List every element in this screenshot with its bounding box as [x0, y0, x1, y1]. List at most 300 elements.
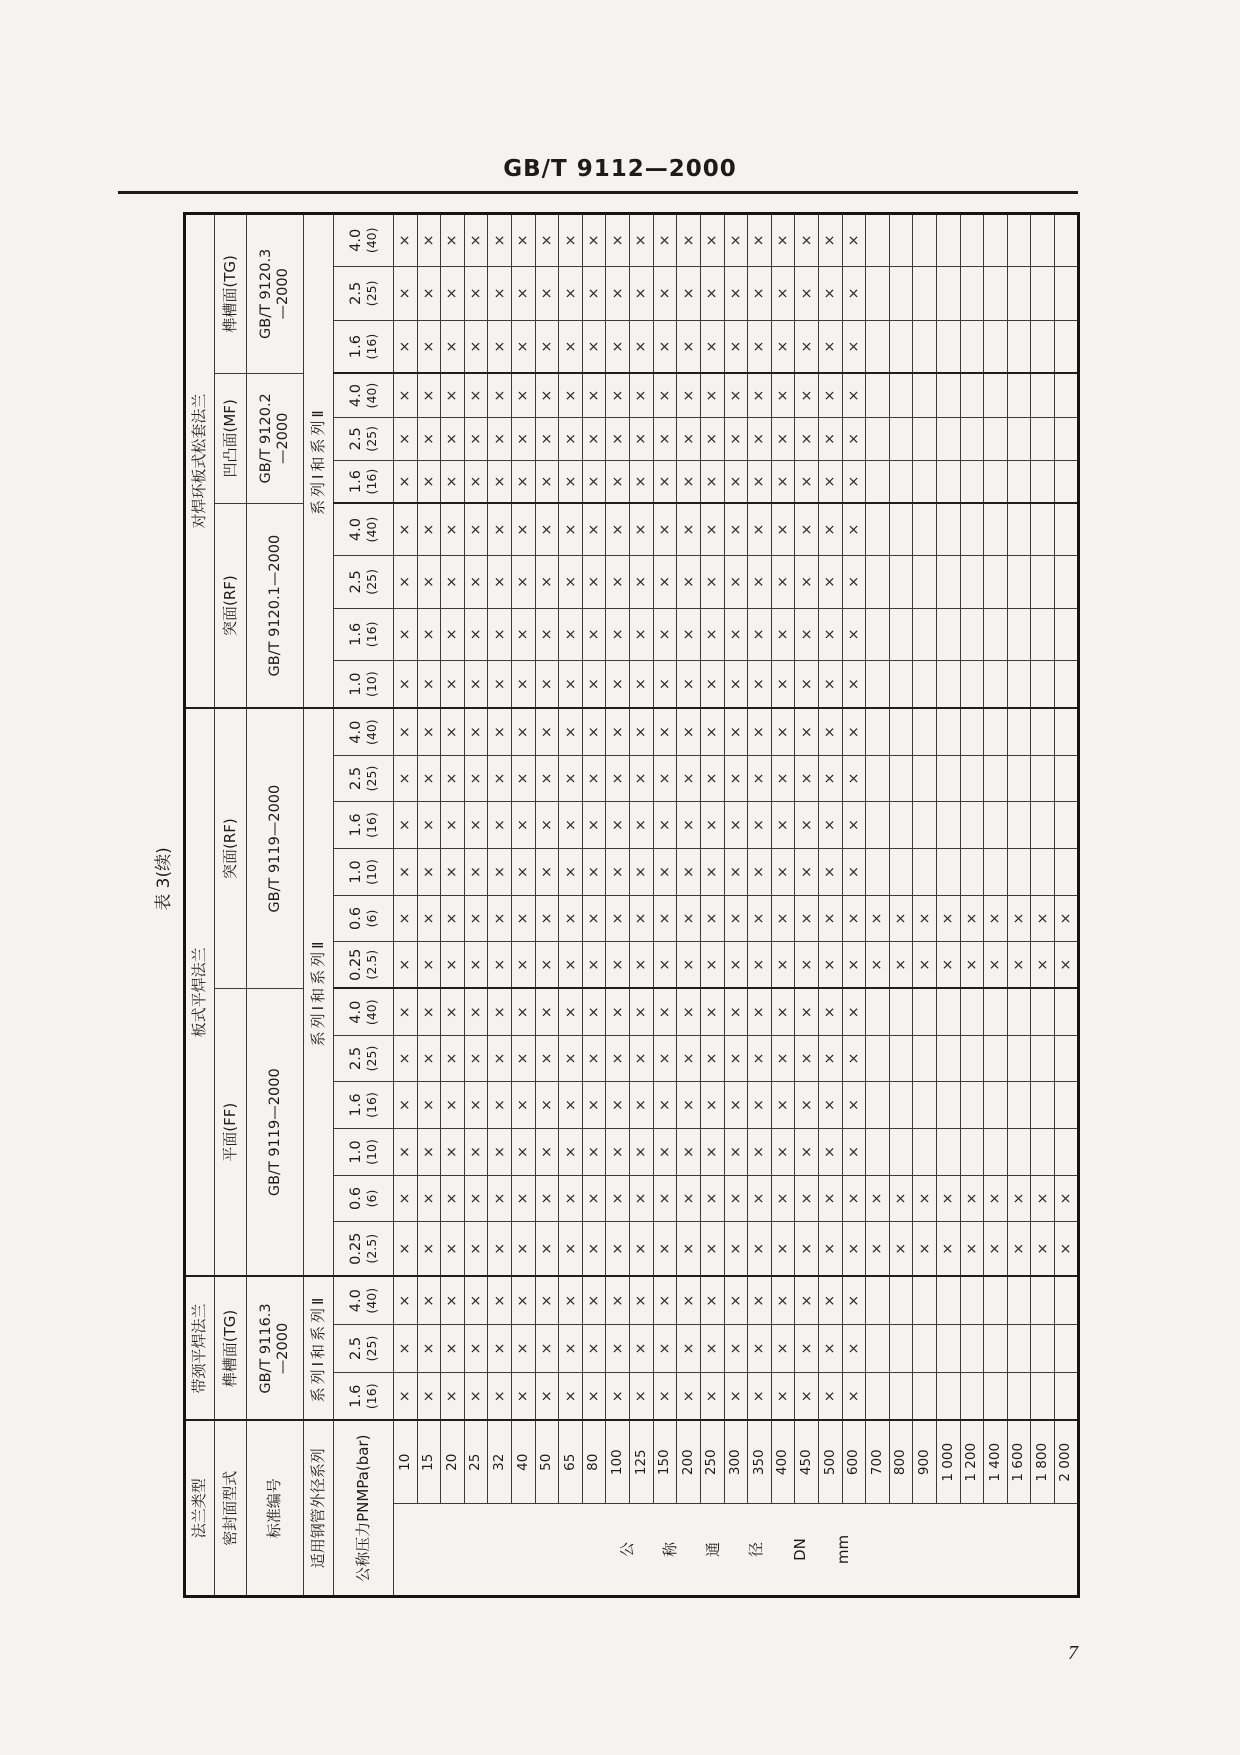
table-row	[582, 213, 606, 1596]
mark-cell: ×	[677, 1372, 701, 1420]
mark-cell: ×	[535, 1372, 559, 1420]
empty-cell	[889, 266, 913, 320]
mark-cell: ×	[653, 988, 677, 1035]
mark-cell: ×	[771, 941, 795, 988]
mark-cell: ×	[535, 801, 559, 848]
mark-cell: ×	[677, 755, 701, 801]
standard-no-cell	[247, 373, 304, 503]
mark-cell: ×	[394, 755, 418, 801]
mark-cell: ×	[818, 320, 842, 373]
mark-cell: ×	[441, 266, 465, 320]
mark-cell: ×	[842, 608, 866, 660]
table-row	[417, 213, 441, 1596]
empty-cell	[889, 213, 913, 266]
mark-cell: ×	[488, 503, 512, 555]
empty-cell	[984, 503, 1008, 555]
dn-value-cell: 2 000	[1055, 1420, 1079, 1503]
mark-cell: ×	[677, 373, 701, 417]
mark-cell: ×	[866, 1175, 890, 1221]
empty-cell	[889, 460, 913, 503]
empty-cell	[984, 988, 1008, 1035]
mark-cell: ×	[771, 373, 795, 417]
mark-cell: ×	[582, 755, 606, 801]
mark-cell: ×	[488, 213, 512, 266]
mark-cell: ×	[535, 941, 559, 988]
mark-cell: ×	[488, 660, 512, 708]
mark-cell: ×	[748, 320, 772, 373]
empty-cell	[866, 848, 890, 895]
mark-cell: ×	[512, 608, 536, 660]
empty-cell	[960, 555, 984, 608]
mark-cell: ×	[677, 848, 701, 895]
empty-cell	[1031, 848, 1055, 895]
mark-cell: ×	[724, 801, 748, 848]
mark-cell: ×	[700, 460, 724, 503]
empty-cell	[1031, 460, 1055, 503]
mark-cell: ×	[842, 755, 866, 801]
table-row	[441, 213, 465, 1596]
pn-value: 1.6	[347, 813, 364, 837]
mark-cell: ×	[417, 1175, 441, 1221]
dn-value-cell: 15	[417, 1420, 441, 1503]
mark-cell: ×	[677, 213, 701, 266]
mark-cell: ×	[630, 608, 654, 660]
mark-cell: ×	[913, 895, 937, 941]
pn-value: 1.6	[347, 470, 364, 494]
empty-cell	[984, 555, 1008, 608]
mark-cell: ×	[818, 1035, 842, 1081]
table-row	[185, 213, 215, 1596]
mark-cell: ×	[464, 417, 488, 460]
table-row	[247, 213, 304, 1596]
mark-cell: ×	[700, 1128, 724, 1175]
empty-cell	[889, 755, 913, 801]
mark-cell: ×	[417, 213, 441, 266]
face-type-cell: 榫槽面(TG)	[215, 213, 247, 373]
mark-cell: ×	[795, 848, 819, 895]
pn-header-cell	[334, 213, 394, 266]
mark-cell: ×	[937, 1221, 961, 1276]
corner-label-face-type: 密封面型式	[215, 1420, 247, 1596]
mark-cell: ×	[488, 755, 512, 801]
mark-cell: ×	[724, 608, 748, 660]
pn-bar-value: (10)	[363, 671, 379, 697]
empty-cell	[1007, 266, 1031, 320]
empty-cell	[889, 417, 913, 460]
pn-header-cell	[334, 1276, 394, 1324]
empty-cell	[960, 608, 984, 660]
pn-value: 4.0	[347, 1000, 364, 1024]
pn-value: 4.0	[347, 518, 364, 542]
empty-cell	[1031, 1324, 1055, 1372]
empty-cell	[1055, 266, 1079, 320]
pn-header-cell	[334, 988, 394, 1035]
mark-cell: ×	[394, 1221, 418, 1276]
pn-header-cell	[334, 801, 394, 848]
mark-cell: ×	[559, 755, 583, 801]
table-row	[700, 213, 724, 1596]
dn-value-cell: 10	[394, 1420, 418, 1503]
empty-cell	[937, 755, 961, 801]
mark-cell: ×	[512, 503, 536, 555]
corner-label-standard-no: 标准编号	[247, 1420, 304, 1596]
mark-cell: ×	[606, 320, 630, 373]
mark-cell: ×	[700, 941, 724, 988]
mark-cell: ×	[582, 460, 606, 503]
pn-value: 4.0	[347, 720, 364, 744]
pn-value: 2.5	[347, 281, 364, 305]
empty-cell	[960, 1081, 984, 1128]
mark-cell: ×	[913, 1221, 937, 1276]
empty-cell	[960, 1324, 984, 1372]
mark-cell: ×	[748, 266, 772, 320]
empty-cell	[1055, 555, 1079, 608]
empty-cell	[866, 555, 890, 608]
empty-cell	[1007, 417, 1031, 460]
mark-cell: ×	[441, 895, 465, 941]
mark-cell: ×	[559, 801, 583, 848]
mark-cell: ×	[724, 213, 748, 266]
series-cell: 系列Ⅰ和系列Ⅱ	[304, 708, 334, 1276]
table-row	[818, 213, 842, 1596]
mark-cell: ×	[417, 373, 441, 417]
mark-cell: ×	[630, 1175, 654, 1221]
mark-cell: ×	[417, 988, 441, 1035]
mark-cell: ×	[748, 417, 772, 460]
text-line: GB/T 9120.2	[258, 393, 275, 484]
pn-value: 1.6	[347, 335, 364, 359]
empty-cell	[984, 373, 1008, 417]
mark-cell: ×	[606, 460, 630, 503]
pn-header-cell	[334, 555, 394, 608]
mark-cell: ×	[606, 988, 630, 1035]
mark-cell: ×	[795, 555, 819, 608]
empty-cell	[866, 660, 890, 708]
mark-cell: ×	[559, 848, 583, 895]
empty-cell	[913, 460, 937, 503]
mark-cell: ×	[653, 755, 677, 801]
empty-cell	[866, 1128, 890, 1175]
dn-axis-label-cell	[394, 1504, 1079, 1597]
mark-cell: ×	[464, 1372, 488, 1420]
mark-cell: ×	[464, 895, 488, 941]
mark-cell: ×	[842, 895, 866, 941]
mark-cell: ×	[441, 503, 465, 555]
pn-bar-value: (25)	[363, 1045, 379, 1072]
pn-value: 0.25	[347, 948, 364, 981]
table-row	[937, 213, 961, 1596]
mark-cell: ×	[582, 266, 606, 320]
mark-cell: ×	[748, 608, 772, 660]
mark-cell: ×	[464, 213, 488, 266]
mark-cell: ×	[748, 1324, 772, 1372]
mark-cell: ×	[512, 555, 536, 608]
empty-cell	[937, 1276, 961, 1324]
mark-cell: ×	[559, 1276, 583, 1324]
empty-cell	[960, 1035, 984, 1081]
pn-header-cell	[334, 417, 394, 460]
pn-header-cell	[334, 708, 394, 755]
mark-cell: ×	[488, 266, 512, 320]
mark-cell: ×	[582, 555, 606, 608]
table-row	[748, 213, 772, 1596]
dn-value-cell: 200	[677, 1420, 701, 1503]
mark-cell: ×	[394, 373, 418, 417]
mark-cell: ×	[606, 755, 630, 801]
mark-cell: ×	[724, 1035, 748, 1081]
text-line: GB/T 9120.3	[258, 248, 275, 339]
mark-cell: ×	[394, 801, 418, 848]
mark-cell: ×	[464, 320, 488, 373]
pn-header-cell	[334, 848, 394, 895]
mark-cell: ×	[559, 941, 583, 988]
empty-cell	[960, 503, 984, 555]
dn-value-cell: 450	[795, 1420, 819, 1503]
mark-cell: ×	[1031, 1221, 1055, 1276]
mark-cell: ×	[394, 708, 418, 755]
pn-value: 1.0	[347, 1140, 364, 1164]
dn-value-cell: 700	[866, 1420, 890, 1503]
pn-header-cell	[334, 1324, 394, 1372]
empty-cell	[1031, 1276, 1055, 1324]
mark-cell: ×	[748, 1276, 772, 1324]
empty-cell	[866, 1276, 890, 1324]
mark-cell: ×	[984, 941, 1008, 988]
mark-cell: ×	[700, 660, 724, 708]
empty-cell	[937, 801, 961, 848]
pn-bar-value: (10)	[363, 1139, 379, 1165]
mark-cell: ×	[512, 266, 536, 320]
mark-cell: ×	[394, 320, 418, 373]
mark-cell: ×	[842, 1324, 866, 1372]
empty-cell	[937, 1081, 961, 1128]
mark-cell: ×	[748, 755, 772, 801]
dn-value-cell: 65	[559, 1420, 583, 1503]
mark-cell: ×	[417, 1372, 441, 1420]
mark-cell: ×	[441, 555, 465, 608]
mark-cell: ×	[535, 266, 559, 320]
mark-cell: ×	[441, 320, 465, 373]
mark-cell: ×	[417, 555, 441, 608]
empty-cell	[1031, 320, 1055, 373]
mark-cell: ×	[700, 213, 724, 266]
dn-axis-label-char: mm	[833, 1534, 852, 1565]
mark-cell: ×	[818, 660, 842, 708]
mark-cell: ×	[582, 213, 606, 266]
mark-cell: ×	[771, 1175, 795, 1221]
mark-cell: ×	[559, 1372, 583, 1420]
mark-cell: ×	[700, 1372, 724, 1420]
mark-cell: ×	[559, 895, 583, 941]
mark-cell: ×	[748, 848, 772, 895]
empty-cell	[889, 848, 913, 895]
mark-cell: ×	[653, 373, 677, 417]
mark-cell: ×	[441, 801, 465, 848]
empty-cell	[1055, 708, 1079, 755]
corner-label-flange-type: 法兰类型	[185, 1420, 215, 1596]
empty-cell	[889, 555, 913, 608]
empty-cell	[937, 320, 961, 373]
mark-cell: ×	[464, 1081, 488, 1128]
empty-cell	[1055, 460, 1079, 503]
mark-cell: ×	[818, 555, 842, 608]
mark-cell: ×	[630, 941, 654, 988]
mark-cell: ×	[441, 988, 465, 1035]
pn-value: 4.0	[347, 228, 364, 252]
mark-cell: ×	[771, 417, 795, 460]
mark-cell: ×	[488, 941, 512, 988]
empty-cell	[866, 417, 890, 460]
mark-cell: ×	[724, 848, 748, 895]
pn-value: 2.5	[347, 1336, 364, 1361]
mark-cell: ×	[464, 608, 488, 660]
mark-cell: ×	[535, 895, 559, 941]
standard-no-cell	[247, 988, 304, 1276]
mark-cell: ×	[417, 608, 441, 660]
mark-cell: ×	[677, 1081, 701, 1128]
empty-cell	[889, 1324, 913, 1372]
mark-cell: ×	[984, 895, 1008, 941]
mark-cell: ×	[677, 895, 701, 941]
mark-cell: ×	[559, 320, 583, 373]
mark-cell: ×	[630, 801, 654, 848]
mark-cell: ×	[488, 801, 512, 848]
mark-cell: ×	[700, 1175, 724, 1221]
mark-cell: ×	[559, 1221, 583, 1276]
mark-cell: ×	[394, 1324, 418, 1372]
table-row	[771, 213, 795, 1596]
empty-cell	[1055, 213, 1079, 266]
mark-cell: ×	[559, 1324, 583, 1372]
mark-cell: ×	[394, 555, 418, 608]
mark-cell: ×	[677, 801, 701, 848]
empty-cell	[1031, 417, 1055, 460]
dn-value-cell: 125	[630, 1420, 654, 1503]
dn-value-cell: 50	[535, 1420, 559, 1503]
mark-cell: ×	[606, 373, 630, 417]
empty-cell	[866, 708, 890, 755]
mark-cell: ×	[535, 1128, 559, 1175]
empty-cell	[889, 988, 913, 1035]
mark-cell: ×	[795, 373, 819, 417]
mark-cell: ×	[535, 213, 559, 266]
mark-cell: ×	[559, 266, 583, 320]
empty-cell	[1055, 417, 1079, 460]
dn-value-cell: 300	[724, 1420, 748, 1503]
pn-header-cell	[334, 1221, 394, 1276]
pn-header-cell	[334, 266, 394, 320]
mark-cell: ×	[795, 320, 819, 373]
standard-number-header: GB/T 9112—2000	[503, 156, 737, 182]
mark-cell: ×	[653, 848, 677, 895]
empty-cell	[960, 708, 984, 755]
table-row	[1031, 213, 1055, 1596]
mark-cell: ×	[630, 555, 654, 608]
mark-cell: ×	[724, 320, 748, 373]
table-caption: 表 3(续)	[154, 847, 174, 911]
pn-bar-value: (40)	[363, 382, 379, 409]
empty-cell	[1055, 988, 1079, 1035]
mark-cell: ×	[559, 1081, 583, 1128]
mark-cell: ×	[394, 503, 418, 555]
empty-cell	[889, 503, 913, 555]
mark-cell: ×	[842, 708, 866, 755]
mark-cell: ×	[464, 941, 488, 988]
empty-cell	[960, 1372, 984, 1420]
pn-header-cell	[334, 1372, 394, 1420]
mark-cell: ×	[818, 1081, 842, 1128]
mark-cell: ×	[582, 320, 606, 373]
empty-cell	[913, 320, 937, 373]
mark-cell: ×	[559, 460, 583, 503]
empty-cell	[1055, 1081, 1079, 1128]
mark-cell: ×	[417, 708, 441, 755]
pn-value: 2.5	[347, 427, 364, 451]
mark-cell: ×	[394, 1372, 418, 1420]
mark-cell: ×	[630, 988, 654, 1035]
mark-cell: ×	[795, 1276, 819, 1324]
mark-cell: ×	[771, 213, 795, 266]
mark-cell: ×	[748, 460, 772, 503]
mark-cell: ×	[488, 1128, 512, 1175]
mark-cell: ×	[417, 1035, 441, 1081]
empty-cell	[984, 755, 1008, 801]
mark-cell: ×	[417, 660, 441, 708]
empty-cell	[1055, 1035, 1079, 1081]
mark-cell: ×	[512, 755, 536, 801]
mark-cell: ×	[464, 1035, 488, 1081]
mark-cell: ×	[630, 755, 654, 801]
mark-cell: ×	[842, 660, 866, 708]
mark-cell: ×	[488, 1081, 512, 1128]
mark-cell: ×	[630, 1128, 654, 1175]
mark-cell: ×	[582, 1372, 606, 1420]
series-cell: 系列Ⅰ和系列Ⅱ	[304, 213, 334, 708]
mark-cell: ×	[818, 708, 842, 755]
mark-cell: ×	[417, 848, 441, 895]
mark-cell: ×	[535, 417, 559, 460]
mark-cell: ×	[488, 460, 512, 503]
mark-cell: ×	[724, 1081, 748, 1128]
mark-cell: ×	[464, 1128, 488, 1175]
mark-cell: ×	[464, 1276, 488, 1324]
mark-cell: ×	[582, 895, 606, 941]
empty-cell	[937, 213, 961, 266]
mark-cell: ×	[512, 708, 536, 755]
mark-cell: ×	[464, 755, 488, 801]
empty-cell	[1007, 988, 1031, 1035]
mark-cell: ×	[677, 266, 701, 320]
pn-bar-value: (16)	[363, 333, 379, 360]
dn-axis-label-char: 通	[704, 1542, 723, 1558]
pn-value: 0.25	[347, 1232, 364, 1265]
mark-cell: ×	[677, 1276, 701, 1324]
mark-cell: ×	[464, 1324, 488, 1372]
empty-cell	[1055, 320, 1079, 373]
empty-cell	[913, 660, 937, 708]
table-row	[984, 213, 1008, 1596]
mark-cell: ×	[582, 1128, 606, 1175]
pn-header-cell	[334, 320, 394, 373]
empty-cell	[960, 266, 984, 320]
table-row	[1055, 213, 1079, 1596]
mark-cell: ×	[771, 460, 795, 503]
mark-cell: ×	[417, 1276, 441, 1324]
mark-cell: ×	[771, 1372, 795, 1420]
pn-bar-value: (16)	[363, 1383, 379, 1410]
mark-cell: ×	[535, 660, 559, 708]
empty-cell	[889, 801, 913, 848]
